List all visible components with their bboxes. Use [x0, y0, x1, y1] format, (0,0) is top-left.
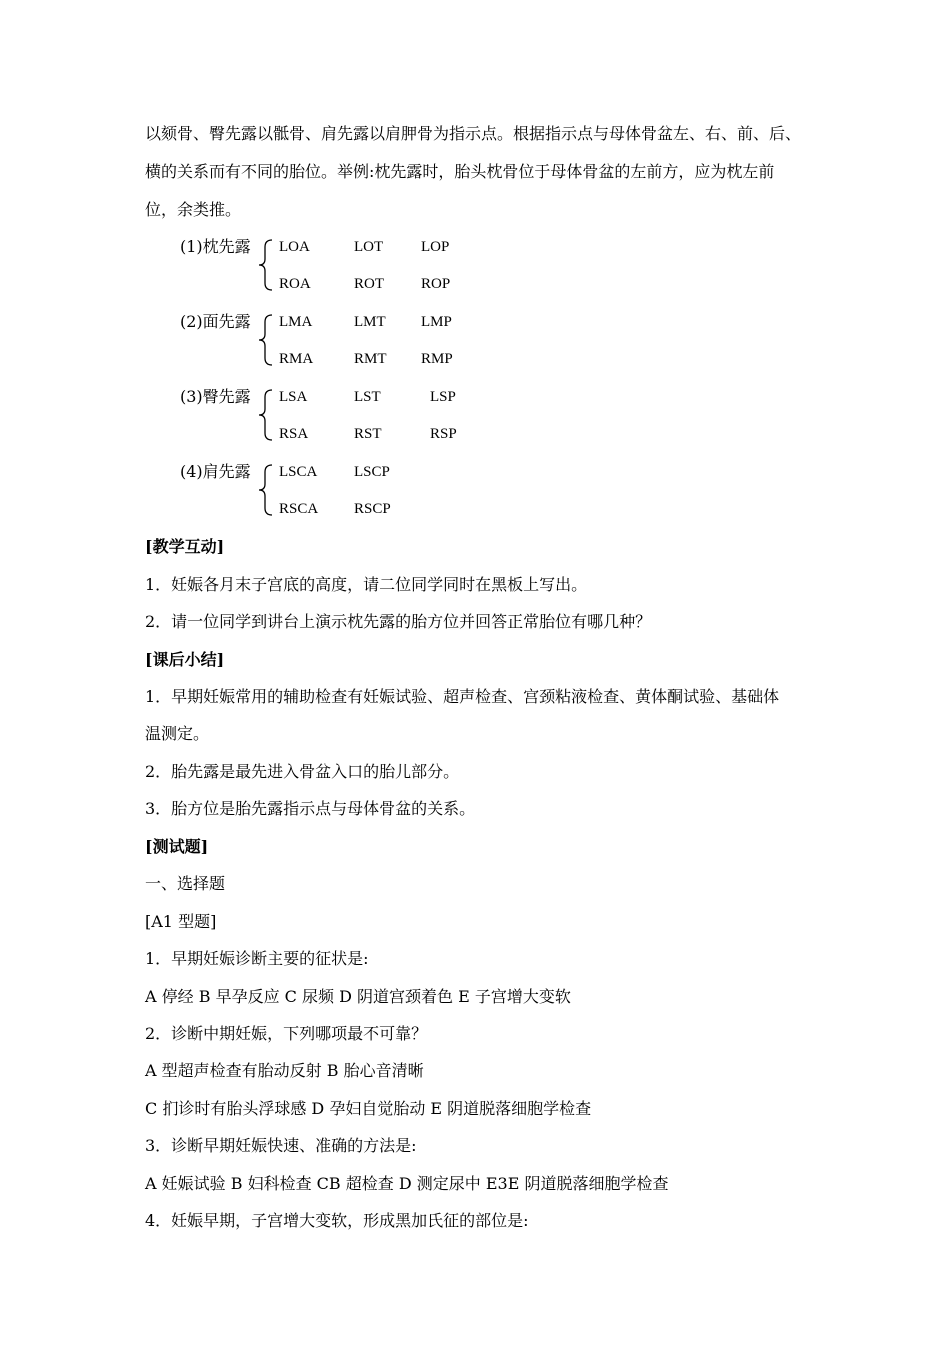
position-label: (3)臀先露: [180, 387, 251, 406]
question-1: 1．早期妊娠诊断主要的征状是:: [145, 949, 369, 968]
intro-line-1: 以颏骨、臀先露以骶骨、肩先露以肩胛骨为指示点。根据指示点与母体骨盆左、右、前、后、: [145, 124, 802, 143]
position-code: LMP: [421, 314, 452, 330]
position-code: LSA: [279, 389, 308, 405]
position-code: RSA: [279, 426, 309, 442]
summary-item-1-line-2: 温测定。: [145, 724, 210, 743]
position-code: RMP: [421, 351, 453, 367]
position-code: RMA: [279, 351, 314, 367]
question-2: 2．诊断中期妊娠，下列哪项最不可靠？: [145, 1024, 428, 1043]
brace-icon: [258, 314, 274, 366]
question-2-options-line-1: A 型超声检查有胎动反射 B 胎心音清晰: [145, 1061, 424, 1080]
interaction-heading: [教学互动]: [145, 537, 225, 556]
question-3-options: A 妊娠试验 B 妇科检查 CB 超检查 D 测定尿中 E3E 阴道脱落细胞学检查: [145, 1174, 669, 1193]
position-label: (2)面先露: [180, 312, 251, 331]
position-group-occiput: [180, 237, 500, 312]
position-label: (4)肩先露: [180, 462, 251, 481]
position-code: ROT: [354, 276, 384, 292]
brace-icon: [258, 389, 274, 441]
question-1-options: A 停经 B 早孕反应 C 尿频 D 阴道宫颈着色 E 子宫增大变软: [145, 987, 571, 1006]
position-code: RMT: [354, 351, 387, 367]
position-group-breech: [180, 387, 500, 462]
summary-heading: [课后小结]: [145, 650, 225, 669]
interaction-item-1: 1．妊娠各月末子宫底的高度，请二位同学同时在黑板上写出。: [145, 575, 588, 594]
test-heading: [测试题]: [145, 837, 209, 856]
position-code: ROA: [279, 276, 311, 292]
question-4: 4．妊娠早期，子宫增大变软，形成黑加氏征的部位是:: [145, 1211, 529, 1230]
intro-line-2: 横的关系而有不同的胎位。举例:枕先露时，胎头枕骨位于母体骨盆的左前方，应为枕左前: [145, 162, 775, 181]
brace-icon: [258, 239, 274, 291]
summary-item-2: 2．胎先露是最先进入骨盆入口的胎儿部分。: [145, 762, 460, 781]
position-code: RSP: [430, 426, 457, 442]
interaction-item-2: 2．请一位同学到讲台上演示枕先露的胎方位并回答正常胎位有哪几种？: [145, 612, 652, 631]
question-3: 3．诊断早期妊娠快速、准确的方法是:: [145, 1136, 417, 1155]
position-code: LST: [354, 389, 381, 405]
position-code: RST: [354, 426, 382, 442]
position-code: LMT: [354, 314, 386, 330]
position-group-face: [180, 312, 500, 387]
position-code: ROP: [421, 276, 451, 292]
position-code: RSCP: [354, 501, 391, 517]
test-section: 一、选择题: [145, 874, 226, 893]
position-code: LOP: [421, 239, 450, 255]
brace-icon: [258, 464, 274, 516]
test-type: [A1 型题]: [145, 912, 217, 931]
position-code: LSCP: [354, 464, 390, 480]
position-code: LMA: [279, 314, 313, 330]
question-2-options-line-2: C 扪诊时有胎头浮球感 D 孕妇自觉胎动 E 阴道脱落细胞学检查: [145, 1099, 592, 1118]
position-code: RSCA: [279, 501, 319, 517]
summary-item-3: 3．胎方位是胎先露指示点与母体骨盆的关系。: [145, 799, 476, 818]
position-code: LOA: [279, 239, 310, 255]
intro-line-3: 位，余类推。: [145, 200, 242, 219]
position-group-shoulder: [180, 462, 500, 537]
position-code: LSCA: [279, 464, 318, 480]
position-label: (1)枕先露: [180, 237, 251, 256]
position-code: LOT: [354, 239, 384, 255]
summary-item-1-line-1: 1．早期妊娠常用的辅助检查有妊娠试验、超声检查、宫颈粘液检查、黄体酮试验、基础体: [145, 687, 780, 706]
position-code: LSP: [430, 389, 456, 405]
